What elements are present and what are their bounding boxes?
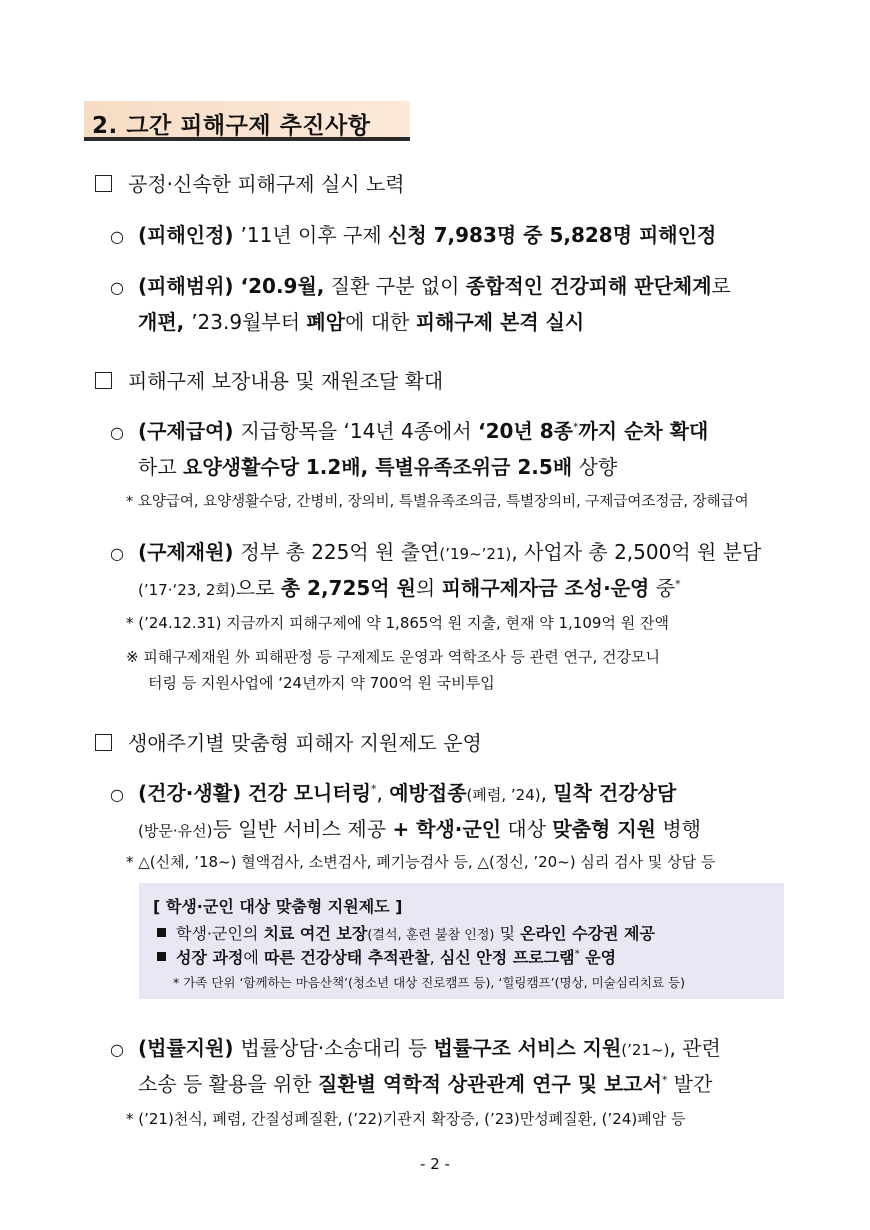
- heading-lifecycle-support: 생애주기별 맞춤형 피해자 지원제도 운영: [95, 727, 482, 756]
- heading-fair-relief: 공정·신속한 피해구제 실시 노력: [95, 168, 405, 197]
- item-legal-support-line2: 소송 등 활용을 위한 질환별 역학적 상관관계 연구 및 보고서* 발간: [138, 1072, 713, 1096]
- item-relief-funds-line2: (’17·‘23, 2회)으로 총 2,725억 원의 피해구제자금 조성·운영 중*: [138, 576, 681, 600]
- box-item-treatment: 학생·군인의 치료 여건 보장(결석, 훈련 불참 인정) 및 온라인 수강권 제공: [157, 921, 655, 944]
- checkbox-square-icon: [95, 372, 112, 389]
- note-national-funds-line2: 터링 등 지원사업에 ‘24년까지 약 700억 원 국비투입: [148, 674, 495, 692]
- item-relief-funds-line1: ○ (구제재원) 정부 총 225억 원 출연(’19~’21), 사업자 총 2,500억 원 분담: [110, 540, 762, 564]
- circle-bullet-icon: ○: [110, 785, 124, 804]
- item-legal-support-line1: ○ (법률지원) 법률상담·소송대리 등 법률구조 서비스 지원(’21~), 관련: [110, 1036, 721, 1060]
- note-expenditure: * (’24.12.31) 지금까지 피해구제에 약 1,865억 원 지출, 현재 약 1,109억 원 잔액: [126, 614, 669, 632]
- checkbox-square-icon: [95, 734, 112, 751]
- student-soldier-support-box: [139, 883, 784, 999]
- note-national-funds-line1: ※ 피해구제재원 外 피해판정 등 구제제도 운영과 역학조사 등 관련 연구, 건강모니: [126, 648, 660, 666]
- square-bullet-icon: [157, 952, 166, 961]
- box-item-growth-tracking: 성장 과정에 따른 건강상태 추적관찰, 심신 안정 프로그램* 운영: [157, 945, 616, 968]
- box-title: [ 학생·군인 대상 맞춤형 지원제도 ]: [153, 897, 403, 916]
- circle-bullet-icon: ○: [110, 423, 124, 442]
- heading-coverage-funding: 피해구제 보장내용 및 재원조달 확대: [95, 365, 443, 394]
- section-title-box: [84, 101, 410, 141]
- circle-bullet-icon: ○: [110, 1040, 124, 1059]
- item-damage-scope-line2: 개편, ’23.9월부터 폐암에 대한 피해구제 본격 실시: [138, 310, 585, 334]
- section-title: 2. 그간 피해구제 추진사항: [92, 113, 371, 139]
- item-health-life-line2: (방문·유선)등 일반 서비스 제공 + 학생·군인 대상 맞춤형 지원 병행: [138, 817, 701, 841]
- page-number: - 2 -: [420, 1155, 450, 1173]
- circle-bullet-icon: ○: [110, 544, 124, 563]
- circle-bullet-icon: ○: [110, 227, 124, 246]
- square-bullet-icon: [157, 928, 166, 937]
- item-health-life-line1: ○ (건강·생활) 건강 모니터링*, 예방접종(폐렴, ’24), 밀착 건강상담: [110, 781, 677, 805]
- item-relief-benefits-line1: ○ (구제급여) 지급항목을 ‘14년 4종에서 ‘20년 8종*까지 순차 확대: [110, 419, 709, 443]
- note-health-checks: * △(신체, ’18~) 혈액검사, 소변검사, 폐기능검사 등, △(정신, ’20~) 심리 검사 및 상담 등: [126, 853, 716, 871]
- item-damage-scope-line1: ○ (피해범위) ‘20.9월, 질환 구분 없이 종합적인 건강피해 판단체계로: [110, 274, 731, 298]
- circle-bullet-icon: ○: [110, 278, 124, 297]
- box-note-programs: * 가족 단위 ‘함께하는 마음산책’(청소년 대상 진로캠프 등), ‘힐링캠프’(명상, 미술심리치료 등): [173, 975, 685, 990]
- item-relief-benefits-line2: 하고 요양생활수당 1.2배, 특별유족조위금 2.5배 상향: [138, 455, 618, 479]
- checkbox-square-icon: [95, 175, 112, 192]
- note-reports: * (’21)천식, 폐렴, 간질성폐질환, (’22)기관지 확장증, (’23)만성폐질환, (’24)폐암 등: [126, 1110, 686, 1128]
- item-damage-recognition: ○ (피해인정) ’11년 이후 구제 신청 7,983명 중 5,828명 피해인정: [110, 223, 717, 247]
- note-benefit-items: * 요양급여, 요양생활수당, 간병비, 장의비, 특별유족조의금, 특별장의비, 구제급여조정금, 장해급여: [126, 494, 749, 510]
